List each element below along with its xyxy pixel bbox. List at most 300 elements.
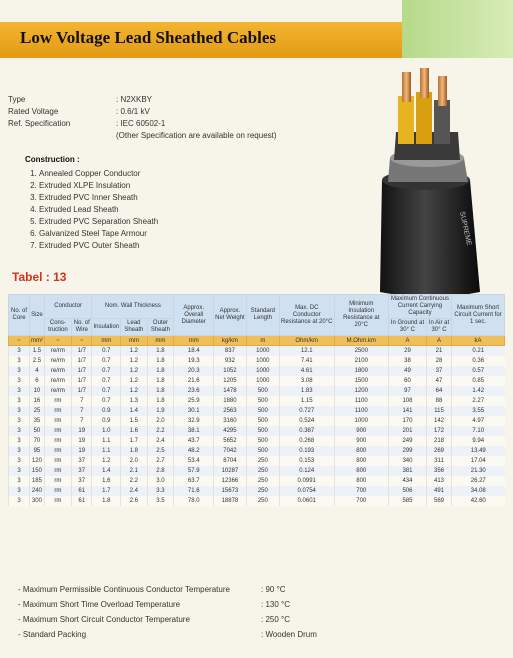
unit-cell: M.Ohm.km (334, 336, 388, 346)
table-cell: 0.57 (452, 366, 505, 376)
title-bar (0, 22, 402, 58)
header-in-ground: In Ground at 30° C (388, 319, 426, 336)
table-cell: 95 (30, 446, 45, 456)
header-in-air: In Air at 30° C (427, 319, 452, 336)
table-cell: 28 (427, 356, 452, 366)
table-cell: 38.1 (174, 426, 214, 436)
table-cell: 585 (388, 496, 426, 506)
table-row (9, 456, 505, 466)
table-cell: 7 (72, 396, 92, 406)
table-cell: 1.4 (92, 466, 121, 476)
table-cell: 2.5 (147, 446, 174, 456)
table-cell: 0.7 (92, 356, 121, 366)
table-cell: 1.42 (452, 386, 505, 396)
header-size: Size (30, 295, 45, 336)
info-row-note: (Other Specification are available on request) (116, 131, 277, 140)
table-cell: 250 (246, 466, 279, 476)
table-cell: 19 (72, 446, 92, 456)
table-cell: 250 (246, 476, 279, 486)
spec-table (8, 294, 505, 506)
table-cell: 1.2 (121, 386, 147, 396)
table-cell: 53.4 (174, 456, 214, 466)
unit-cell: mm (147, 336, 174, 346)
list-item: 1. Annealed Copper Conductor (39, 168, 158, 180)
table-cell: 1.2 (121, 366, 147, 376)
table-cell: 18878 (214, 496, 247, 506)
table-cell: 250 (246, 456, 279, 466)
table-cell: 19.3 (174, 356, 214, 366)
table-cell: rm (44, 456, 71, 466)
construction-list (25, 168, 158, 252)
table-cell: re/rm (44, 356, 71, 366)
table-cell: 71.6 (174, 486, 214, 496)
table-cell: 37 (72, 476, 92, 486)
table-cell: 3 (9, 406, 30, 416)
header-length: Standard Length (246, 295, 279, 336)
table-cell: 1.8 (121, 446, 147, 456)
table-cell: 0.36 (452, 356, 505, 366)
table-cell: 141 (388, 406, 426, 416)
table-cell: 800 (334, 456, 388, 466)
table-row (9, 386, 505, 396)
table-cell: 70 (30, 436, 45, 446)
table-cell: 500 (246, 386, 279, 396)
cable-print: SUPREME (458, 210, 473, 247)
table-cell: 700 (334, 496, 388, 506)
table-cell: 1000 (246, 346, 279, 357)
table-cell: 2563 (214, 406, 247, 416)
table-cell: 88 (427, 396, 452, 406)
table-cell: 1100 (334, 396, 388, 406)
cable-image (360, 62, 500, 302)
table-cell: 1.9 (147, 406, 174, 416)
table-cell: 1.2 (121, 356, 147, 366)
table-cell: 269 (427, 446, 452, 456)
list-item: 5. Extruded PVC Separation Sheath (39, 216, 158, 228)
table-cell: 0.727 (279, 406, 334, 416)
table-cell: 3.3 (147, 486, 174, 496)
table-cell: 900 (334, 436, 388, 446)
table-cell: 10287 (214, 466, 247, 476)
table-cell: 1.2 (92, 456, 121, 466)
header-short-circuit: Maximum Short Circuit Current for 1 sec. (452, 295, 505, 336)
table-cell: 0.153 (279, 456, 334, 466)
table-cell: 300 (30, 496, 45, 506)
table-cell: 3 (9, 386, 30, 396)
note-row: - Maximum Short Time Overload Temperature : 130 °C (18, 600, 290, 609)
table-cell: 1.2 (121, 346, 147, 357)
table-row (9, 396, 505, 406)
table-cell: rm (44, 446, 71, 456)
table-cell: 3 (9, 466, 30, 476)
table-cell: 250 (246, 496, 279, 506)
table-cell: 2.7 (147, 456, 174, 466)
table-cell: 2.1 (121, 466, 147, 476)
table-cell: 1/7 (72, 386, 92, 396)
unit-cell: kA (452, 336, 505, 346)
construction-heading: Construction : (25, 155, 80, 164)
table-cell: 800 (334, 446, 388, 456)
table-cell: 1205 (214, 376, 247, 386)
table-cell: 2.0 (121, 456, 147, 466)
table-cell: 1.83 (279, 386, 334, 396)
table-cell: rm (44, 496, 71, 506)
table-cell: 340 (388, 456, 426, 466)
table-cell: 1.1 (92, 436, 121, 446)
table-cell: 1880 (214, 396, 247, 406)
header-lead-sheath: Lead Sheath (121, 319, 147, 336)
unit-cell: mm (121, 336, 147, 346)
table-cell: 9.94 (452, 436, 505, 446)
table-cell: 3.5 (147, 496, 174, 506)
table-cell: 1000 (246, 376, 279, 386)
table-cell: 18.4 (174, 346, 214, 357)
table-cell: 0.0754 (279, 486, 334, 496)
note-row: - Maximum Short Circuit Conductor Temperature : 250 °C (18, 615, 290, 624)
table-cell: 21 (427, 346, 452, 357)
table-cell: 108 (388, 396, 426, 406)
table-cell: rm (44, 396, 71, 406)
table-cell: rm (44, 406, 71, 416)
table-cell: 249 (388, 436, 426, 446)
table-cell: re/rm (44, 376, 71, 386)
table-cell: 1.8 (147, 356, 174, 366)
list-item: 7. Extruded PVC Outer Sheath (39, 240, 158, 252)
table-cell: 120 (30, 456, 45, 466)
table-cell: 3 (9, 396, 30, 406)
table-cell: 4.97 (452, 416, 505, 426)
table-cell: 201 (388, 426, 426, 436)
corner-accent (402, 0, 513, 58)
table-cell: 3 (9, 476, 30, 486)
table-cell: 2.4 (121, 486, 147, 496)
construction-section (25, 154, 158, 252)
table-cell: 34.08 (452, 486, 505, 496)
table-cell: re/rm (44, 386, 71, 396)
table-cell: rm (44, 486, 71, 496)
table-cell: 2.5 (30, 356, 45, 366)
table-row (9, 466, 505, 476)
table-cell: 32.9 (174, 416, 214, 426)
table-body (9, 346, 505, 507)
table-cell: 3 (9, 436, 30, 446)
info-row-voltage: Rated Voltage : 0.6/1 kV (8, 107, 150, 116)
table-cell: 1.15 (279, 396, 334, 406)
table-cell: re/rm (44, 366, 71, 376)
table-cell: 64 (427, 386, 452, 396)
table-cell: 1.6 (92, 476, 121, 486)
table-cell: 20.3 (174, 366, 214, 376)
table-cell: 932 (214, 356, 247, 366)
table-cell: 1/7 (72, 346, 92, 357)
table-cell: 900 (334, 426, 388, 436)
table-cell: 3.0 (147, 476, 174, 486)
table-cell: 500 (246, 436, 279, 446)
table-cell: 0.268 (279, 436, 334, 446)
table-cell: 43.7 (174, 436, 214, 446)
table-cell: 1.3 (121, 396, 147, 406)
table-cell: 37 (72, 466, 92, 476)
table-cell: 1800 (334, 366, 388, 376)
table-cell: 47 (427, 376, 452, 386)
table-label: Tabel : 13 (12, 270, 67, 284)
table-cell: 1000 (246, 356, 279, 366)
header-no-core: No. of Core (9, 295, 30, 336)
table-cell: 3 (9, 496, 30, 506)
table-cell: 413 (427, 476, 452, 486)
table-row (9, 416, 505, 426)
table-cell: 25.9 (174, 396, 214, 406)
table-cell: 0.7 (92, 376, 121, 386)
table-cell: 21.6 (174, 376, 214, 386)
table-row (9, 486, 505, 496)
table-cell: 356 (427, 466, 452, 476)
table-cell: 311 (427, 456, 452, 466)
table-cell: 500 (246, 446, 279, 456)
table-cell: 1.2 (121, 376, 147, 386)
table-cell: 7042 (214, 446, 247, 456)
table-cell: 3 (9, 446, 30, 456)
table-cell: 63.7 (174, 476, 214, 486)
table-cell: 17.04 (452, 456, 505, 466)
table-cell: 500 (246, 396, 279, 406)
table-cell: 2.2 (147, 426, 174, 436)
info-row-spec: Ref. Specification : IEC 60502-1 (8, 119, 166, 128)
table-cell: 2500 (334, 346, 388, 357)
table-cell: 42.60 (452, 496, 505, 506)
table-cell: 48.2 (174, 446, 214, 456)
table-cell: 7.10 (452, 426, 505, 436)
table-cell: 3 (9, 366, 30, 376)
table-cell: 3.55 (452, 406, 505, 416)
table-cell: 13.49 (452, 446, 505, 456)
table-cell: 0.85 (452, 376, 505, 386)
page-title: Low Voltage Lead Sheathed Cables (20, 28, 276, 47)
table-cell: 506 (388, 486, 426, 496)
table-cell: 61 (72, 486, 92, 496)
table-cell: 150 (30, 466, 45, 476)
table-cell: 3 (9, 456, 30, 466)
table-cell: 1.8 (147, 386, 174, 396)
table-row (9, 376, 505, 386)
table-cell: 1.5 (30, 346, 45, 357)
header-diameter: Approx. Overall Diameter (174, 295, 214, 336)
table-cell: 1.1 (92, 446, 121, 456)
table-row (9, 366, 505, 376)
table-row (9, 406, 505, 416)
table-cell: 29 (388, 346, 426, 357)
table-row (9, 426, 505, 436)
unit-cell: mm² (30, 337, 43, 344)
table-cell: 30.1 (174, 406, 214, 416)
table-cell: 7.41 (279, 356, 334, 366)
table-cell: 2.8 (147, 466, 174, 476)
table-cell: 12366 (214, 476, 247, 486)
table-cell: 115 (427, 406, 452, 416)
table-cell: 569 (427, 496, 452, 506)
table-cell: 8704 (214, 456, 247, 466)
header-conductor: Conductor (44, 295, 92, 319)
table-cell: 78.0 (174, 496, 214, 506)
unit-cell: A (388, 336, 426, 346)
table-cell: 1000 (334, 416, 388, 426)
table-cell: rm (44, 416, 71, 426)
table-cell: 1/7 (72, 356, 92, 366)
table-cell: 21.30 (452, 466, 505, 476)
table-cell: 3.08 (279, 376, 334, 386)
header-insulation-resistance: Minimum Insulation Resistance at 20°C (334, 295, 388, 336)
table-cell: 0.193 (279, 446, 334, 456)
list-item: 2. Extruded XLPE Insulation (39, 180, 158, 192)
table-cell: 6 (30, 376, 45, 386)
table-cell: 2100 (334, 356, 388, 366)
table-cell: 0.21 (452, 346, 505, 357)
table-cell: 4 (30, 366, 45, 376)
table-cell: 19 (72, 426, 92, 436)
table-cell: 299 (388, 446, 426, 456)
table-cell: 170 (388, 416, 426, 426)
table-cell: 10 (30, 386, 45, 396)
header-outer-sheath: Outer Sheath (147, 319, 174, 336)
table-cell: 1.5 (121, 416, 147, 426)
notes-section (18, 582, 317, 642)
table-cell: 19 (72, 436, 92, 446)
table-cell: 2.0 (147, 416, 174, 426)
table-cell: 1.8 (92, 496, 121, 506)
table-cell: 1.4 (121, 406, 147, 416)
table-cell: 2.4 (147, 436, 174, 446)
table-cell: 4.61 (279, 366, 334, 376)
table-cell: 1478 (214, 386, 247, 396)
table-cell: 3 (9, 346, 30, 357)
table-cell: 2.27 (452, 396, 505, 406)
unit-cell: mm (92, 336, 121, 346)
unit-cell: m (246, 336, 279, 346)
note-row: - Standard Packing : Wooden Drum (18, 630, 317, 639)
table-cell: 7 (72, 416, 92, 426)
table-cell: 1.8 (147, 366, 174, 376)
list-item: 6. Galvanized Steel Tape Armour (39, 228, 158, 240)
table-cell: 0.7 (92, 386, 121, 396)
table-cell: 700 (334, 486, 388, 496)
table-cell: 250 (246, 486, 279, 496)
table-cell: 3160 (214, 416, 247, 426)
table-cell: rm (44, 426, 71, 436)
table-cell: 16 (30, 396, 45, 406)
table-cell: 4295 (214, 426, 247, 436)
table-row (9, 446, 505, 456)
table-cell: 49 (388, 366, 426, 376)
table-cell: 50 (30, 426, 45, 436)
table-cell: 1/7 (72, 376, 92, 386)
table-cell: re/rm (44, 346, 71, 357)
table-cell: 0.7 (92, 396, 121, 406)
table-cell: 172 (427, 426, 452, 436)
table-cell: 240 (30, 486, 45, 496)
table-cell: 3 (9, 356, 30, 366)
table-cell: 1.7 (92, 486, 121, 496)
table-cell: 1000 (246, 366, 279, 376)
table-cell: 0.0991 (279, 476, 334, 486)
table-cell: 1.8 (147, 346, 174, 357)
table-cell: 142 (427, 416, 452, 426)
table-cell: 500 (246, 406, 279, 416)
table-cell: 491 (427, 486, 452, 496)
header-wall: Nom. Wall Thickness (92, 295, 174, 319)
table-cell: 26.27 (452, 476, 505, 486)
table-cell: 0.387 (279, 426, 334, 436)
table-cell: 0.9 (92, 406, 121, 416)
table-cell: 5652 (214, 436, 247, 446)
table-cell: 3 (9, 486, 30, 496)
header-current: Maximum Continuous Current Carrying Capacity (388, 295, 451, 319)
header-no-wire: No. of Wire (72, 319, 92, 336)
unit-cell: kg/km (214, 336, 247, 346)
table-cell: 218 (427, 436, 452, 446)
table-cell: 15673 (214, 486, 247, 496)
table-cell: 837 (214, 346, 247, 357)
table-row (9, 496, 505, 506)
unit-cell: A (427, 336, 452, 346)
table-cell: 37 (72, 456, 92, 466)
unit-cell: ~ (72, 336, 92, 346)
table-cell: 0.124 (279, 466, 334, 476)
table-cell: 1052 (214, 366, 247, 376)
list-item: 3. Extruded PVC Inner Sheath (39, 192, 158, 204)
table-cell: 500 (246, 416, 279, 426)
table-cell: 381 (388, 466, 426, 476)
table-row (9, 476, 505, 486)
header-construction: Cons-truction (44, 319, 71, 336)
table-cell: 0.7 (92, 366, 121, 376)
table-cell: 12.1 (279, 346, 334, 357)
table-cell: 3 (9, 426, 30, 436)
table-cell: 3 (9, 376, 30, 386)
table-cell: 2.2 (121, 476, 147, 486)
table-cell: 1100 (334, 406, 388, 416)
table-cell: 0.9 (92, 416, 121, 426)
unit-cell: ~ (44, 336, 71, 346)
table-cell: 1200 (334, 386, 388, 396)
table-row (9, 356, 505, 366)
table-cell: rm (44, 476, 71, 486)
unit-cell: ~ (9, 336, 30, 346)
table-cell: 0.0601 (279, 496, 334, 506)
table-cell: 2.6 (121, 496, 147, 506)
table-cell: 37 (427, 366, 452, 376)
table-row (9, 346, 505, 357)
table-cell: 23.6 (174, 386, 214, 396)
table-row (9, 436, 505, 446)
table-cell: 0.524 (279, 416, 334, 426)
table-cell: 0.7 (92, 346, 121, 357)
table-cell: 434 (388, 476, 426, 486)
info-row-type: Type : N2XKBY (8, 95, 153, 104)
header-resistance: Max. DC Conductor Resistance at 20°C (279, 295, 334, 336)
table-cell: 97 (388, 386, 426, 396)
table-cell: 1.6 (121, 426, 147, 436)
table-cell: 61 (72, 496, 92, 506)
table-cell: 800 (334, 466, 388, 476)
header-insulation: Insulation (92, 319, 121, 336)
table-cell: 35 (30, 416, 45, 426)
table-cell: 57.9 (174, 466, 214, 476)
table-cell: 1.8 (147, 376, 174, 386)
unit-cell: Ohm/km (279, 336, 334, 346)
table-cell: 1.8 (147, 396, 174, 406)
table-cell: 7 (72, 406, 92, 416)
table-cell: rm (44, 436, 71, 446)
